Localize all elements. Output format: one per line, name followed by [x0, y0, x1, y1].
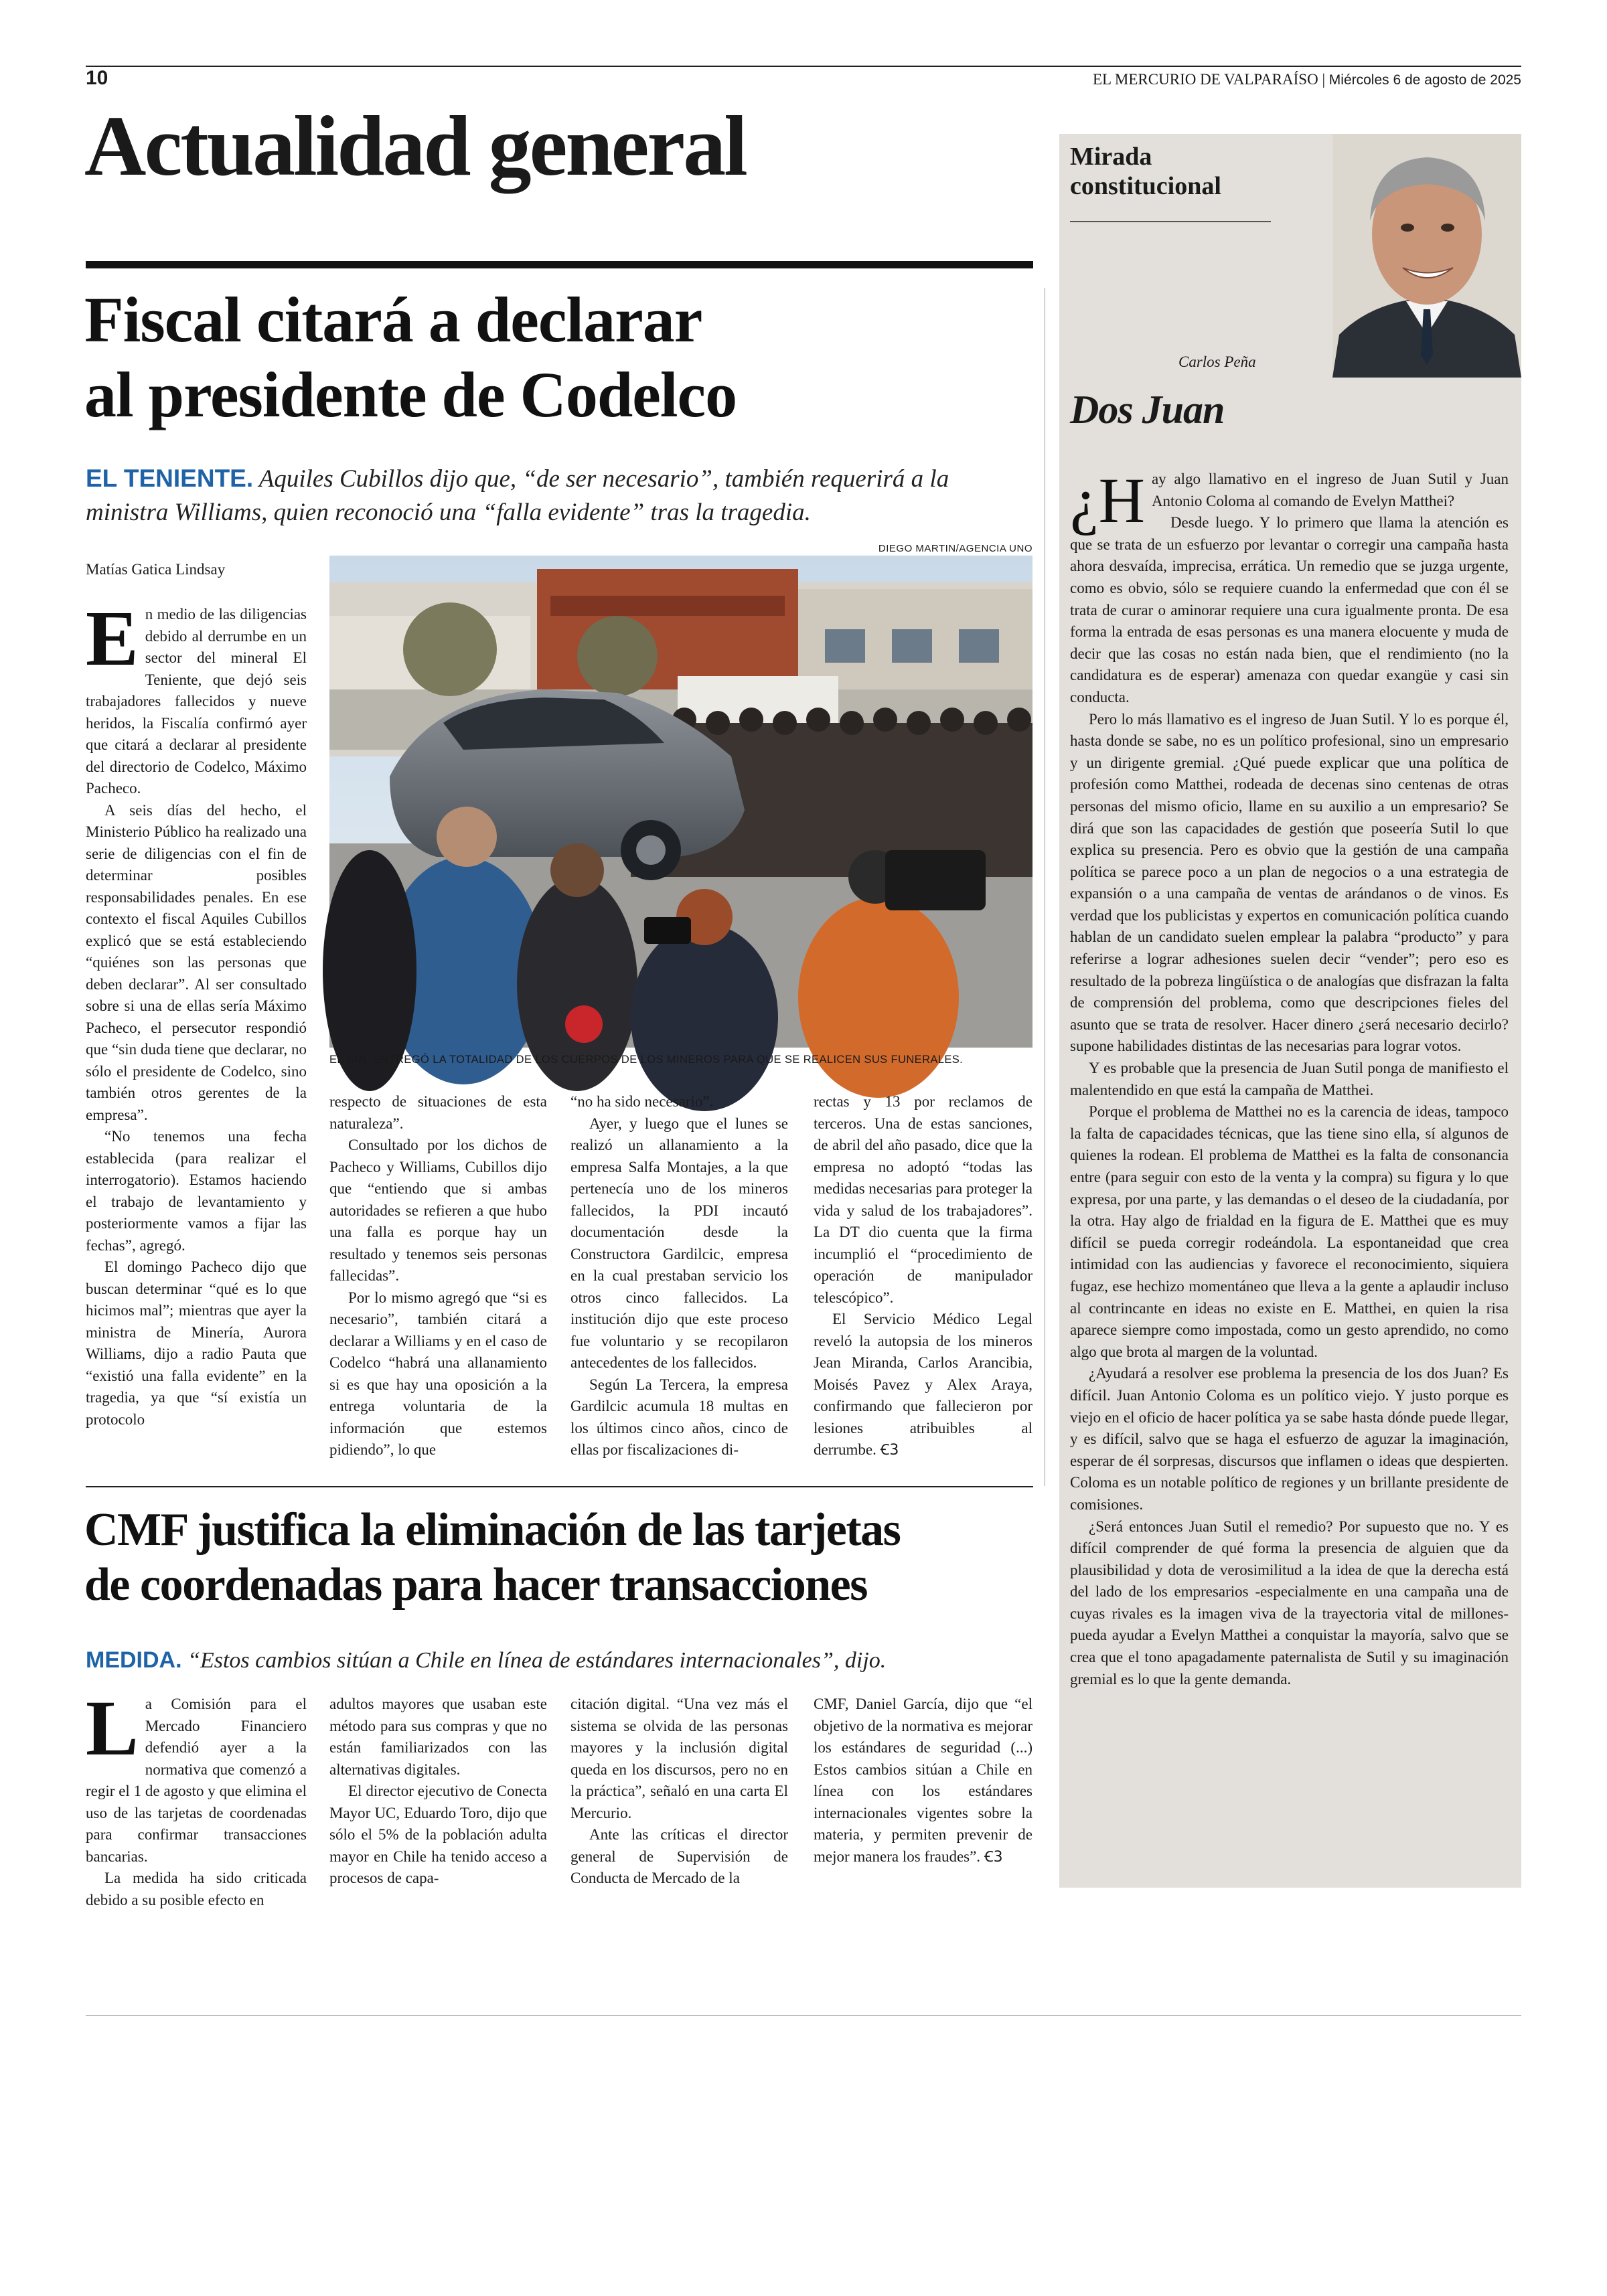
author-photo: [1332, 134, 1521, 378]
author-portrait: [1332, 134, 1521, 378]
story1-kicker: EL TENIENTE.: [86, 465, 254, 492]
story2-col1-lead: a Comisión para el Mercado Financiero defendió ayer a la normativa que comenzó a regir el 1 de agosto y que elimina el uso de las tarjetas de coordenadas para confirmar transacciones bancarias.: [86, 1696, 307, 1865]
story1-col3-p2: Ayer, y luego que el lunes se realizó un allanamiento a la empresa Salfa Montajes, a la que pertenecía uno de los mineros fallecidos, la PDI incautó documentación desde la Constructora Gardilcic, empresa en la cual prestaban servicio los otros cinco fallecidos. La institución dijo que este proceso fue voluntario y se recopilaron antecedentes de los fallecidos.: [570, 1115, 788, 1371]
story1-deck: [86, 462, 1023, 529]
story1-col1-p3: “No tenemos una fecha establecida (para realizar el interrogatorio). Estamos haciendo el trabajo de levantamiento y posteriormente vamos a fijar las fechas”, agregó.: [86, 1128, 307, 1254]
story1-col2-p3: Por lo mismo agregó que “si es necesario”, también citará a declarar a Williams y en el caso de Codelco “habrá una allanamiento si es que hay una oposición a la entrega voluntaria de la información que estemos pidiendo”, lo que: [329, 1289, 547, 1458]
column-p3: Pero lo más llamativo es el ingreso de Juan Sutil. Y lo es porque él, hasta donde se sabe, no es un político profesional, sino un empresario y un dirigente gremial. ¿Qué puede explicar que una política de profesión como Matthei, rodeada de decenas sino centenas de otras personas del mismo oficio, llame en su auxilio a un empresario? Se dirá que son las capacidades de gestión que poseería Sutil lo que explica su presencia. Pero es obvio que la gestión de una campaña política se parece poco a un plan de negocios o a una estrategia de expansión o a una campaña de ventas de arándanos o de vinos. Es verdad que los publicistas y expertos en comunicación política cuando hablan de un candidato suelen emplear la palabra “producto” y para referirse a lograr adhesiones suelen decir “vender”; pero eso es resultado de la pobreza lingüística o de analogías que disfrazan la falta de comprensión del problema, como que descripciones fieles del asunto que se trata de resolver. Hacer dinero ¿será necesario decirlo? supone habilidades distintas de las necesarias para lograr votos.: [1070, 710, 1509, 1055]
story2-col3-p2: Ante las críticas el director general de Supervisión de Conducta de Mercado de la: [570, 1826, 788, 1886]
story1-column-3: [570, 1091, 788, 1476]
story2-dropcap: L: [86, 1684, 139, 1772]
column-p7: ¿Será entonces Juan Sutil el remedio? Por supuesto que no. Y es difícil comprender de qué forma la presencia de alguien que da plausibilidad y dota de verosimilitud a la idea de que la derecha está del lado de los empresarios -especialmente en una campaña una de cuyas rivales es la imagen viva de la trayectoria vital de millones- pueda ayudar a Evelyn Matthei a conquistar la mayoría, salvo que se crea que el tono apagadamente paternalista de Sutil y su imaginación gremial es lo que la gente demanda.: [1070, 1518, 1509, 1688]
column-dropcap: ¿H: [1070, 465, 1145, 536]
story1-headline-line2: al presidente de Codelco: [84, 359, 737, 430]
publication-date: Miércoles 6 de agosto de 2025: [1328, 72, 1521, 88]
story1-col1-p4: El domingo Pacheco dijo que buscan determinar “qué es lo que hicimos mal”; mientras que ayer la ministra de Minería, Aurora Williams, dijo a radio Pauta que “existió una falla evidente” en la tragedia, ya que “sí existía un protocolo: [86, 1258, 307, 1428]
story2-headline-line2: de coordenadas para hacer transacciones: [84, 1559, 867, 1611]
column-p6: ¿Ayudará a resolver ese problema la presencia de los dos Juan? Es difícil. Juan Antonio Coloma es un político viejo. Y justo porque es viejo en el oficio de hacer política ya se sabe hasta dónde puede llegar, y es difícil, salvo que se haga el esfuerzo de aguzar la imaginación, esperar de él sorpresas, discursos que inflamen o ideas que despierten. Coloma es un notable político de regiones y un brillante presidente de comisiones.: [1070, 1365, 1509, 1513]
story1-column-1: [86, 594, 307, 1477]
story2-col4-p1: CMF, Daniel García, dijo que “el objetivo de la normativa es mejorar los estándares de seguridad (...) Estos cambios sitúan a Chile en línea con los estándares internacionales vigentes sobre la materia, y permiten prevenir de mejor manera los fraudes”.: [814, 1696, 1032, 1865]
story1-deck-text: Aquiles Cubillos dijo que, “de ser necesario”, también requerirá a la ministra Williams, quien reconoció una “falla evidente” tras la tragedia.: [86, 465, 949, 526]
story2-col3-p1: citación digital. “Una vez más el sistema se olvida de las personas mayores y la inclusión digital queda en los discursos, pero no en la práctica”, señaló en una carta El Mercurio.: [570, 1696, 788, 1821]
story1-col4-p2: El Servicio Médico Legal reveló la autopsia de los mineros Jean Miranda, Carlos Arancibia, Moisés Pavez y Alex Araya, confirmando que fallecieron por lesiones atribuibles al derrumbe.: [814, 1311, 1032, 1458]
photo-caption: EL SML ENTREGÓ LA TOTALIDAD DE LOS CUERPOS DE LOS MINEROS PARA QUE SE REALICEN SUS FUNERALES.: [329, 1054, 964, 1066]
column-rubric-line1: Mirada: [1070, 143, 1152, 171]
story2-column-2: [329, 1694, 547, 1898]
story1-end-mark: Ꞓ3: [880, 1442, 899, 1459]
top-rule: [86, 66, 1521, 67]
story1-col1-lead: n medio de las diligencias debido al derrumbe en un sector del mineral El Teniente, que dejó seis trabajadores fallecidos y nueve heridos, la Fiscalía confirmó ayer que citará a declarar al presidente del directorio de Codelco, Máximo Pacheco.: [86, 606, 307, 797]
column-p4: Y es probable que la presencia de Juan Sutil ponga de manifiesto el malentendido en que está la campaña de Matthei.: [1070, 1060, 1509, 1098]
story2-col1-p2: La medida ha sido criticada debido a su posible efecto en: [86, 1870, 307, 1908]
masthead: [1093, 71, 1521, 88]
story1-col2-p1: respecto de situaciones de esta naturaleza”.: [329, 1093, 547, 1132]
story2-column-1: [86, 1684, 307, 1908]
story1-col3-p1: “no ha sido necesario”.: [570, 1093, 714, 1110]
column-p5: Porque el problema de Matthei no es la carencia de ideas, tampoco la falta de capacidades técnicas, que las tiene sino ella, sí algunos de quienes la rodean. El problema de Matthei es la falta de consonancia entre (para seguir con esto de la venta y la compra) su figura y lo que expresa, por una parte, y las demandas o el deseo de la ciudadanía, por la otra. Hay algo de frialdad en la figura de E. Matthei que es muy difícil se pueda corregir rodeándola. La espontaneidad que crea intimidad con las audiencias y favorece el reconocimiento, siquiera fugaz, ese hechizo momentáneo que lleva a la gente a aplaudir incluso al contrincante en ideas no existe en E. Matthei, en quien la risa aparece siempre como impostada, como un gesto aprendido, no como algo que brota al margen de la voluntad.: [1070, 1103, 1509, 1360]
masthead-separator: |: [1322, 71, 1329, 88]
story1-column-2: [329, 1091, 547, 1476]
story2-top-rule: [86, 1486, 1033, 1487]
story1-photo: [329, 556, 1032, 1048]
section-title: Actualidad general: [84, 98, 746, 193]
story2-col2-p2: El director ejecutivo de Conecta Mayor UC, Eduardo Toro, dijo que sólo el 5% de la población adulta mayor en Chile ha tenido acceso a procesos de capa-: [329, 1783, 547, 1886]
story2-column-3: [570, 1694, 788, 1898]
story2-headline-line1: CMF justifica la eliminación de las tarjetas: [84, 1504, 901, 1556]
story2-headline: [84, 1503, 1049, 1613]
story2-column-4: [814, 1694, 1032, 1898]
story1-byline: Matías Gatica Lindsay: [86, 561, 226, 578]
page-number: 10: [86, 67, 108, 89]
mine-tribute-photo: [329, 556, 1032, 1048]
column-p2: Desde luego. Y lo primero que llama la atención es que se trata de un esfuerzo por levantar o corregir una campaña hasta ahora desvaída, imprecisa, errática. Un remedio que se juzga urgente, como es obvio, sólo se requiere cuando la enfermedad que con él se trata de curar o aminorar requiere una cura igualmente pronta. De esa forma la entrada de esas personas es una manera elocuente y muda de decir que las cosas no están nada bien, que el rendimiento (no la candidatura es de esperar) amenaza con quedar exangüe y casi sin conducta.: [1070, 514, 1509, 706]
story1-headline: [84, 282, 1035, 432]
story2-col2-p1: adultos mayores que usaban este método para sus compras y que no están familiarizados con las alternativas digitales.: [329, 1696, 547, 1778]
story1-dropcap: E: [86, 594, 139, 682]
column-body: [1070, 465, 1509, 1868]
column-p1: ay algo llamativo en el ingreso de Juan Sutil y Juan Antonio Coloma al comando de Evelyn Matthei?: [1151, 471, 1509, 509]
rubric-rule: [1070, 221, 1271, 222]
story1-col2-p2: Consultado por los dichos de Pacheco y Williams, Cubillos dijo que “entiendo que si ambas autoridades se refieren a que hubo una falla es porque hay un resultado y tenemos seis personas fallecidas”.: [329, 1137, 547, 1284]
story1-column-4: [814, 1091, 1032, 1476]
story1-headline-line1: Fiscal citará a declarar: [84, 284, 702, 355]
story2-end-mark: Ꞓ3: [984, 1848, 1003, 1866]
photo-credit: DIEGO MARTIN/AGENCIA UNO: [878, 543, 1032, 554]
bottom-rule: [86, 2015, 1521, 2016]
story2-deck: [86, 1645, 1037, 1675]
column-title: Dos Juan: [1070, 388, 1225, 432]
column-rubric-line2: constitucional: [1070, 172, 1221, 200]
story2-kicker: MEDIDA.: [86, 1647, 182, 1673]
story1-col3-p3: Según La Tercera, la empresa Gardilcic acumula 18 multas en los últimos cinco años, cinco de ellas por fiscalizaciones di-: [570, 1376, 788, 1458]
column-rubric: [1070, 142, 1221, 201]
story2-deck-text: “Estos cambios sitúan a Chile en línea de estándares internacionales”, dijo.: [187, 1648, 887, 1673]
publication-name: EL MERCURIO DE VALPARAÍSO: [1092, 71, 1318, 88]
story1-col4-p1: rectas y 13 por reclamos de terceros. Una de estas sanciones, de abril del año pasado, dice que la empresa no adoptó “todas las medidas necesarias para proteger la vida y salud de los trabajadores”. La DT dio cuenta que la firma incumplió el “procedimiento de operación de manipulador telescópico”.: [814, 1093, 1032, 1306]
column-author: Carlos Peña: [1178, 353, 1256, 370]
story1-top-rule: [86, 261, 1033, 268]
story1-col1-p2: A seis días del hecho, el Ministerio Público ha realizado una serie de diligencias con el fin de determinar posibles responsabilidades penales. En ese contexto el fiscal Aquiles Cubillos explicó que se está estableciendo “quiénes son las personas que deben declarar”. Al ser consultado sobre si una de ellas sería Máximo Pacheco, el persecutor respondió que “sin duda tiene que declarar, no sólo el presidente de Codelco, sino también otros gerentes de la empresa”.: [86, 801, 307, 1123]
